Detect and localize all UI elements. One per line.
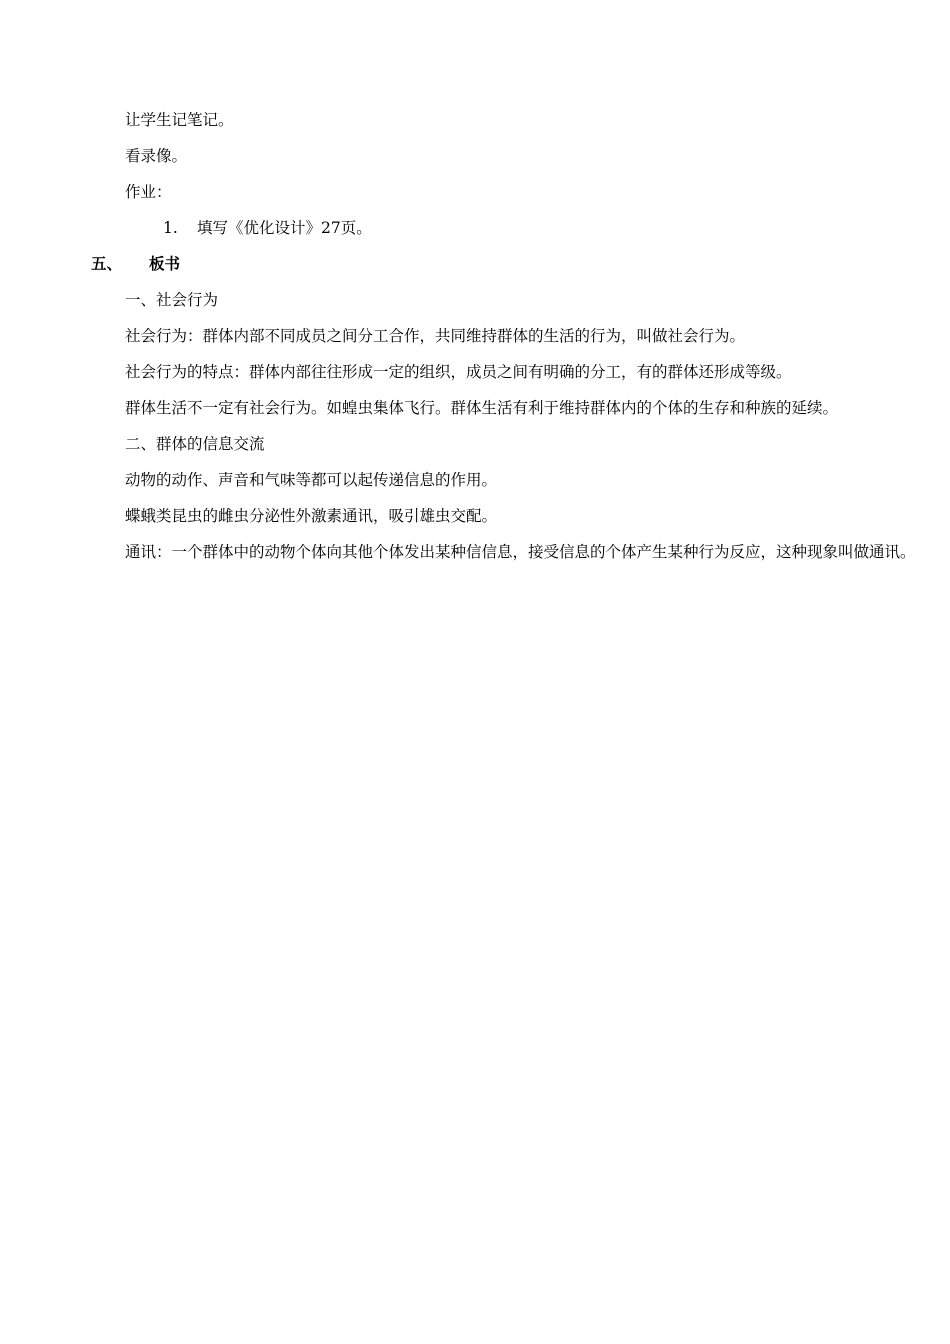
board-heading-2: 二、群体的信息交流 [125, 435, 265, 453]
board-paragraph-4: 动物的动作、声音和气味等都可以起传递信息的作用。 [125, 471, 498, 489]
video-line: 看录像。 [125, 147, 188, 165]
board-paragraph-6: 通讯：一个群体中的动物个体向其他个体发出某种信信息，接受信息的个体产生某种行为反应，这种现象叫做通讯。 [125, 543, 916, 561]
section-title: 板书 [149, 254, 181, 273]
notes-line: 让学生记笔记。 [125, 111, 234, 129]
board-paragraph-5: 蝶蛾类昆虫的雌虫分泌性外激素通讯，吸引雄虫交配。 [125, 507, 498, 525]
homework-item-text: 填写《优化设计》27页。 [197, 219, 372, 237]
board-paragraph-3: 群体生活不一定有社会行为。如蝗虫集体飞行。群体生活有利于维持群体内的个体的生存和种族的延续。 [125, 399, 839, 417]
section-number: 五、 [91, 254, 123, 273]
board-heading-1: 一、社会行为 [125, 291, 219, 309]
homework-label: 作业： [125, 183, 172, 201]
homework-item-number: 1. [163, 219, 178, 237]
board-paragraph-2: 社会行为的特点：群体内部往往形成一定的组织，成员之间有明确的分工，有的群体还形成等级。 [125, 363, 792, 381]
board-paragraph-1: 社会行为：群体内部不同成员之间分工合作，共同维持群体的生活的行为，叫做社会行为。 [125, 327, 746, 345]
